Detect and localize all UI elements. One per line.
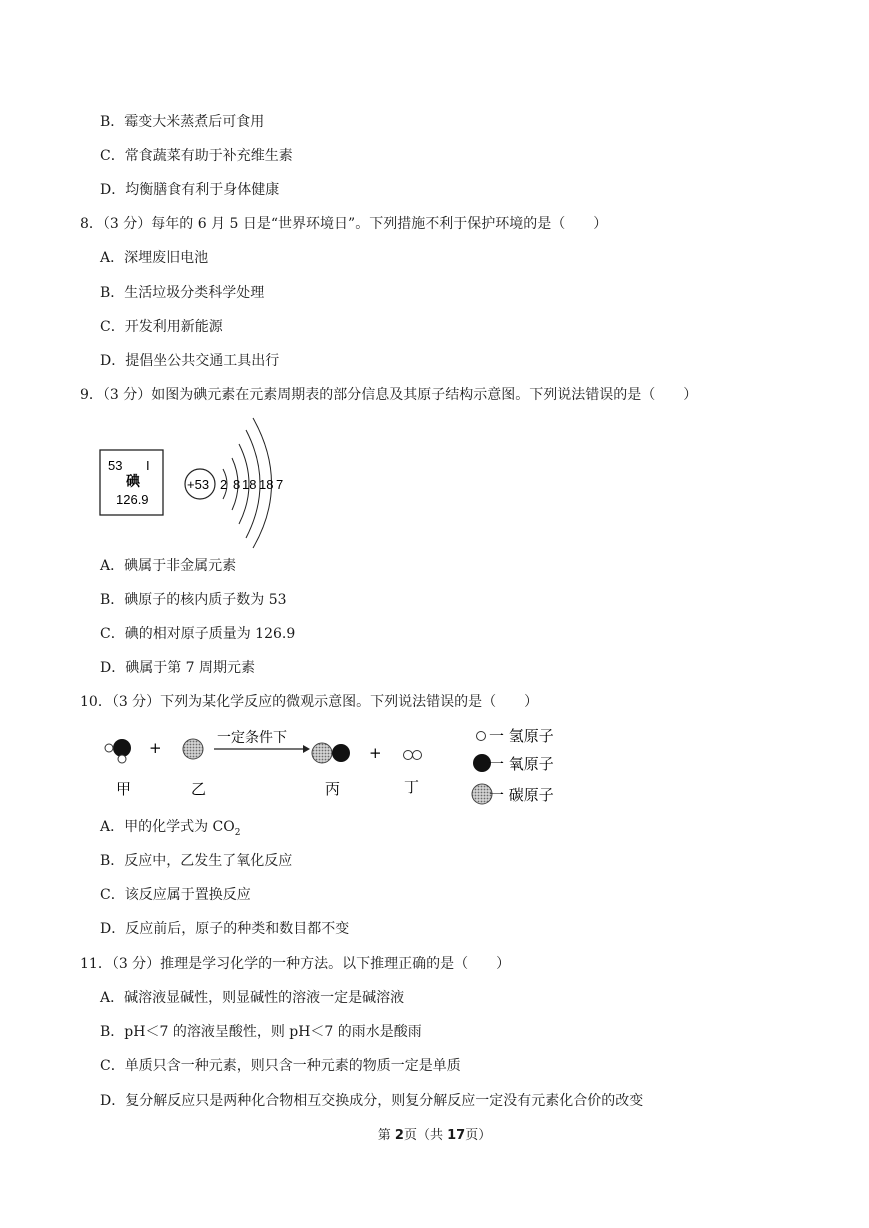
- oxygen-atom: [113, 739, 131, 757]
- q10-option-a: [100, 818, 240, 842]
- reaction-condition: 一定条件下: [217, 730, 287, 746]
- q10-option-a-subscript: 2: [234, 827, 241, 838]
- q9-option-a: A．碘属于非金属元素: [100, 558, 237, 574]
- molecule-yi-carbon-atom: [183, 739, 203, 759]
- footer-prefix: 第: [377, 1128, 395, 1143]
- q10-option-c: C．该反应属于置换反应: [100, 887, 251, 903]
- footer-total-pages: 17: [447, 1128, 466, 1143]
- q10-stem: 10．（3 分）下列为某化学反应的微观示意图。下列说法错误的是（ ）: [80, 694, 539, 710]
- element-name: 碘: [126, 473, 140, 489]
- label-bing: 丙: [325, 780, 341, 798]
- legend-hydrogen-icon: [477, 732, 486, 741]
- plus-sign-1: +: [149, 739, 162, 757]
- legend-oxygen-label: 一 氧原子: [489, 755, 554, 773]
- q10-option-b: B．反应中，乙发生了氧化反应: [100, 853, 293, 869]
- atomic-number: 53: [108, 458, 123, 473]
- oxygen-atom: [332, 744, 350, 762]
- q9-option-d: D．碘属于第 7 周期元素: [100, 660, 256, 676]
- arrow-head-icon: [303, 745, 310, 753]
- q11-option-b: B．pH＜7 的溶液呈酸性，则 pH＜7 的雨水是酸雨: [100, 1024, 422, 1040]
- atomic-mass: 126.9: [116, 492, 149, 507]
- hydrogen-atom: [118, 755, 126, 763]
- shell-electrons-5: 7: [276, 477, 284, 492]
- q8-option-b: B．生活垃圾分类科学处理: [100, 285, 265, 301]
- element-symbol: I: [146, 458, 150, 473]
- q9-option-b: B．碘原子的核内质子数为 53: [100, 592, 287, 608]
- q9-stem: 9．（3 分）如图为碘元素在元素周期表的部分信息及其原子结构示意图。下列说法错误的是（ ）: [80, 387, 698, 403]
- label-jia: 甲: [116, 780, 132, 798]
- q7-option-d: D．均衡膳食有利于身体健康: [100, 182, 280, 198]
- q8-option-a: A．深埋废旧电池: [100, 250, 209, 266]
- footer-middle: 页（共: [403, 1128, 448, 1143]
- label-yi: 乙: [191, 780, 207, 798]
- page-footer: [0, 1124, 869, 1143]
- q10-option-a-text: A．甲的化学式为 CO: [100, 819, 235, 835]
- q10-option-d: D．反应前后，原子的种类和数目都不变: [100, 921, 350, 937]
- carbon-atom: [312, 743, 332, 763]
- shell-electrons-4: 18: [259, 477, 274, 492]
- q11-option-a: A．碱溶液显碱性，则显碱性的溶液一定是碱溶液: [100, 990, 405, 1006]
- plus-sign-2: +: [369, 744, 382, 762]
- label-ding: 丁: [404, 778, 420, 796]
- iodine-figure: [96, 414, 296, 550]
- legend: [472, 727, 554, 804]
- hydrogen-atom: [404, 751, 413, 760]
- hydrogen-atom: [105, 744, 113, 752]
- molecule-ding: [404, 751, 422, 760]
- q7-option-c: C．常食蔬菜有助于补充维生素: [100, 148, 293, 164]
- shell-electrons-3: 18: [242, 477, 257, 492]
- legend-hydrogen-label: 一 氢原子: [489, 727, 554, 745]
- footer-page-number: 2: [394, 1128, 404, 1143]
- reaction-figure: [96, 722, 576, 812]
- nucleus-charge: +53: [187, 477, 210, 492]
- q8-option-d: D．提倡坐公共交通工具出行: [100, 353, 280, 369]
- shell-electrons-2: 8: [233, 477, 241, 492]
- q8-option-c: C．开发利用新能源: [100, 319, 223, 335]
- footer-suffix: 页）: [465, 1128, 492, 1143]
- shell-electrons-1: 2: [220, 477, 228, 492]
- hydrogen-atom: [413, 751, 422, 760]
- legend-carbon-label: 一 碳原子: [489, 786, 554, 804]
- q9-option-c: C．碘的相对原子质量为 126.9: [100, 626, 296, 642]
- q11-option-c: C．单质只含一种元素，则只含一种元素的物质一定是单质: [100, 1058, 461, 1074]
- molecule-bing: [312, 743, 350, 763]
- q11-option-d: D．复分解反应只是两种化合物相互交换成分，则复分解反应一定没有元素化合价的改变: [100, 1093, 644, 1109]
- q7-option-b: B．霉变大米蒸煮后可食用: [100, 114, 265, 130]
- q11-stem: 11．（3 分）推理是学习化学的一种方法。以下推理正确的是（ ）: [80, 956, 511, 972]
- molecule-jia: [105, 739, 131, 763]
- q8-stem: 8．（3 分）每年的 6 月 5 日是“世界环境日”。下列措施不利于保护环境的是（ ）: [80, 216, 608, 232]
